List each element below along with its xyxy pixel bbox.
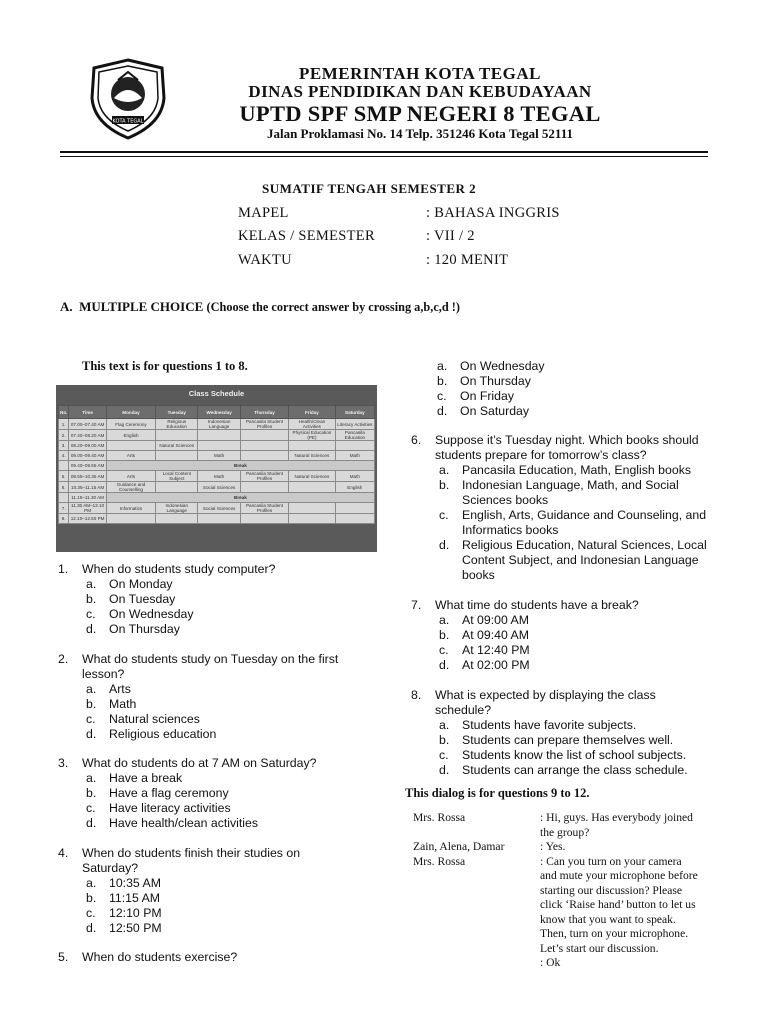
- option-text: Students have favorite subjects.: [462, 718, 637, 732]
- schedule-cell: 2.: [59, 430, 69, 441]
- header-line2: DINAS PENDIDIKAN DAN KEBUDAYAAN: [248, 82, 592, 101]
- dialog-line: know that you want to speak.: [540, 912, 676, 926]
- schedule-cell: Religious Education: [156, 419, 198, 430]
- schedule-cell: [240, 430, 288, 441]
- question-number: 8.: [411, 688, 422, 702]
- dialog-line: : Yes.: [540, 840, 566, 853]
- schedule-cell: 6.: [59, 482, 69, 493]
- option-letter[interactable]: d.: [439, 763, 450, 777]
- schedule-cell: Indonesian Language: [156, 503, 198, 514]
- schedule-break-cell: Break: [106, 493, 374, 503]
- schedule-cell: 3.: [59, 441, 69, 451]
- option-text: 12:50 PM: [109, 921, 162, 935]
- option-letter[interactable]: c.: [439, 643, 449, 657]
- option-text: Math: [109, 697, 137, 711]
- schedule-table: [58, 405, 375, 524]
- schedule-header-cell: Tuesday: [156, 406, 198, 419]
- question-text: What do students do at 7 AM on Saturday?: [82, 756, 317, 770]
- option-letter[interactable]: a.: [86, 577, 97, 591]
- option-text: English, Arts, Guidance and Counseling, and: [462, 508, 707, 522]
- header-rule-thick: [60, 151, 708, 153]
- option-text: At 09:00 AM: [462, 613, 529, 627]
- option-letter[interactable]: d.: [439, 658, 450, 672]
- option-text: Informatics books: [462, 523, 559, 537]
- class-schedule-image: [56, 385, 377, 552]
- schedule-cell: [289, 482, 336, 493]
- question-text: Suppose it’s Tuesday night. Which books should: [435, 433, 699, 447]
- dialog-line: : Hi, guys. Has everybody joined: [540, 811, 693, 824]
- option-letter[interactable]: a.: [437, 359, 448, 373]
- option-letter[interactable]: c.: [86, 607, 96, 621]
- option-letter[interactable]: d.: [439, 538, 450, 552]
- option-letter[interactable]: a.: [439, 463, 450, 477]
- question-number: 4.: [58, 846, 69, 860]
- section-letter: A.: [60, 299, 73, 314]
- schedule-cell: [198, 441, 240, 451]
- schedule-cell: Social Sciences: [198, 482, 240, 493]
- option-letter[interactable]: c.: [439, 748, 449, 762]
- option-letter[interactable]: d.: [86, 816, 97, 830]
- dialog-speaker: Zain, Alena, Damar: [413, 840, 505, 853]
- mapel-label: MAPEL: [238, 205, 289, 221]
- question-number: 7.: [411, 598, 422, 612]
- option-text: On Thursday: [109, 622, 180, 636]
- schedule-cell: [289, 514, 336, 524]
- schedule-header-cell: Friday: [289, 406, 336, 419]
- kelas-label: KELAS / SEMESTER: [238, 228, 375, 244]
- option-text: On Tuesday: [109, 592, 176, 606]
- schedule-cell: Natural Sciences: [289, 471, 336, 482]
- schedule-cell: [156, 482, 198, 493]
- question-text: When do students study computer?: [82, 562, 276, 576]
- section-title: MULTIPLE CHOICE: [79, 299, 204, 314]
- schedule-cell: English: [335, 482, 374, 493]
- option-letter[interactable]: b.: [439, 628, 450, 642]
- schedule-cell: Social Sciences: [198, 503, 240, 514]
- school-logo: [88, 58, 168, 140]
- option-letter[interactable]: b.: [86, 697, 97, 711]
- option-text: At 02:00 PM: [462, 658, 530, 672]
- dialog-speaker: Mrs. Rossa: [413, 854, 466, 868]
- question-text: lesson?: [82, 667, 125, 681]
- option-text: On Friday: [460, 389, 514, 403]
- option-letter[interactable]: d.: [86, 622, 97, 636]
- mapel-value: : BAHASA INGGRIS: [426, 205, 560, 221]
- option-letter[interactable]: c.: [86, 712, 96, 726]
- option-text: Pancasila Education, Math, English books: [462, 463, 691, 477]
- option-text: Have a flag ceremony: [109, 786, 229, 800]
- option-text: Sciences books: [462, 493, 549, 507]
- option-text: Students know the list of school subjects.: [462, 748, 687, 762]
- option-text: Students can prepare themselves well.: [462, 733, 674, 747]
- dialog-line: : Can you turn on your camera: [540, 854, 682, 868]
- option-letter[interactable]: c.: [86, 801, 96, 815]
- schedule-row: [59, 503, 375, 514]
- dialog-line: click ‘Raise hand’ button to let us: [540, 898, 696, 911]
- option-text: Have health/clean activities: [109, 816, 259, 830]
- option-letter[interactable]: b.: [86, 891, 97, 905]
- option-letter[interactable]: b.: [86, 786, 97, 800]
- option-letter[interactable]: d.: [86, 727, 97, 741]
- exam-title: SUMATIF TENGAH SEMESTER 2: [262, 181, 477, 196]
- schedule-cell: 09.55–10.35 AM: [69, 471, 106, 482]
- schedule-cell: Math: [198, 471, 240, 482]
- schedule-cell: [240, 441, 288, 451]
- option-text: At 09:40 AM: [462, 628, 529, 642]
- option-letter[interactable]: c.: [437, 389, 447, 403]
- schedule-cell: Arts: [106, 471, 155, 482]
- waktu-value: : 120 MENIT: [426, 252, 509, 268]
- option-text: books: [462, 568, 495, 582]
- option-text: On Saturday: [460, 404, 530, 418]
- question-text: What time do students have a break?: [435, 598, 639, 612]
- option-text: Religious Education, Natural Sciences, Local: [462, 538, 707, 552]
- schedule-cell: Physical Education (PE): [289, 430, 336, 441]
- question-number: 6.: [411, 433, 422, 447]
- option-letter[interactable]: b.: [439, 733, 450, 747]
- schedule-cell: [156, 451, 198, 461]
- question-number: 1.: [58, 562, 69, 576]
- dialog-line: the group?: [540, 825, 590, 839]
- schedule-row: [59, 482, 375, 493]
- option-text: 11:15 AM: [109, 891, 161, 905]
- schedule-cell: [240, 482, 288, 493]
- schedule-cell: [156, 514, 198, 524]
- schedule-cell: 4.: [59, 451, 69, 461]
- option-letter[interactable]: a.: [439, 718, 450, 732]
- option-text: 12:10 PM: [109, 906, 162, 920]
- option-letter[interactable]: b.: [86, 592, 97, 606]
- schedule-row: [59, 430, 375, 441]
- header-address: Jalan Proklamasi No. 14 Telp. 351246 Kota Tegal 52111: [266, 126, 574, 141]
- option-letter[interactable]: d.: [86, 921, 97, 935]
- option-text: Have a break: [109, 771, 183, 785]
- option-text: Content Subject, and Indonesian Language: [462, 553, 699, 567]
- schedule-cell: Pancasila Student Profiles: [240, 419, 288, 430]
- option-letter[interactable]: c.: [439, 508, 449, 522]
- schedule-cell: Literacy Activities: [335, 419, 374, 430]
- schedule-header-cell: Monday: [106, 406, 155, 419]
- question-number: 2.: [58, 652, 69, 666]
- kelas-value: : VII / 2: [426, 228, 475, 244]
- dialog-line: : Ok: [540, 956, 561, 969]
- schedule-cell: [106, 514, 155, 524]
- dialog-line: Let’s start our discussion.: [540, 941, 659, 955]
- schedule-cell: Pancasila Student Profiles: [240, 471, 288, 482]
- question-text: When do students exercise?: [82, 950, 238, 964]
- option-text: On Thursday: [460, 374, 531, 388]
- schedule-cell: Math: [335, 471, 374, 482]
- schedule-cell: 5.: [59, 471, 69, 482]
- schedule-cell: 12.10–12.50 PM: [69, 514, 106, 524]
- schedule-cell: 7.: [59, 503, 69, 514]
- dialog-line: Then, turn on your microphone.: [540, 927, 689, 940]
- option-letter[interactable]: a.: [86, 682, 97, 696]
- option-text: Religious education: [109, 727, 217, 741]
- schedule-row: [59, 451, 375, 461]
- dialog-line: and mute your microphone before: [540, 869, 698, 882]
- schedule-cell: Pancasila Education: [335, 430, 374, 441]
- option-text: Natural sciences: [109, 712, 200, 726]
- text-intro-1: This text is for questions 1 to 8.: [82, 359, 248, 373]
- schedule-cell: [198, 430, 240, 441]
- option-text: 10:35 AM: [109, 876, 161, 890]
- section-heading: [60, 299, 460, 315]
- schedule-break-cell: Break: [106, 461, 374, 471]
- text-intro-2: This dialog is for questions 9 to 12.: [405, 786, 590, 800]
- schedule-row: [59, 471, 375, 482]
- option-text: On Monday: [109, 577, 173, 591]
- option-text: Students can arrange the class schedule.: [462, 763, 688, 777]
- schedule-cell: Flag Ceremony: [106, 419, 155, 430]
- schedule-cell: English: [106, 430, 155, 441]
- option-letter[interactable]: a.: [439, 613, 450, 627]
- question-text: schedule?: [435, 703, 492, 717]
- schedule-cell: 08.20–09.00 AM: [69, 441, 106, 451]
- schedule-cell: Natural Sciences: [156, 441, 198, 451]
- schedule-cell: [240, 514, 288, 524]
- option-letter[interactable]: b.: [437, 374, 448, 388]
- schedule-cell: [335, 503, 374, 514]
- header-line1: PEMERINTAH KOTA TEGAL: [299, 64, 541, 83]
- question-text: students prepare for tomorrow’s class?: [435, 448, 647, 462]
- schedule-cell: Local Content Subject: [156, 471, 198, 482]
- schedule-cell: [289, 503, 336, 514]
- schedule-row: [59, 441, 375, 451]
- schedule-cell: Health/Clean Activities: [289, 419, 336, 430]
- dialog-speaker: Mrs. Rossa: [413, 811, 466, 824]
- header-line3: UPTD SPF SMP NEGERI 8 TEGAL: [239, 101, 601, 126]
- schedule-header-cell: Wednesday: [198, 406, 240, 419]
- schedule-caption: Class Schedule: [188, 389, 245, 398]
- schedule-cell: [156, 430, 198, 441]
- schedule-row: [59, 419, 375, 430]
- option-text: On Wednesday: [109, 607, 194, 621]
- question-text: What do students study on Tuesday on the first: [82, 652, 339, 666]
- option-letter[interactable]: d.: [437, 404, 448, 418]
- schedule-cell: 11.15–11.30 AM: [69, 493, 106, 503]
- schedule-cell: [335, 514, 374, 524]
- option-letter[interactable]: a.: [86, 771, 97, 785]
- schedule-cell: [289, 441, 336, 451]
- schedule-cell: Math: [335, 451, 374, 461]
- schedule-cell: Natural Sciences: [289, 451, 336, 461]
- schedule-cell: 07.00–07.40 AM: [69, 419, 106, 430]
- schedule-cell: Math: [198, 451, 240, 461]
- schedule-cell: 09.40–09.55 AM: [69, 461, 106, 471]
- schedule-row: [59, 514, 375, 524]
- question-number: 5.: [58, 950, 69, 964]
- schedule-cell: 09.00–09.40 AM: [69, 451, 106, 461]
- option-letter[interactable]: a.: [86, 876, 97, 890]
- schedule-cell: Pancasila Student Profiles: [240, 503, 288, 514]
- logo-text: KOTA TEGAL: [112, 118, 144, 125]
- option-text: At 12:40 PM: [462, 643, 530, 657]
- schedule-cell: Indonesian Language: [198, 419, 240, 430]
- question-text: When do students finish their studies on: [82, 846, 301, 860]
- header-rule-thin: [60, 156, 708, 157]
- question-number: 3.: [58, 756, 69, 770]
- schedule-cell: [335, 441, 374, 451]
- schedule-cell: 8.: [59, 514, 69, 524]
- schedule-cell: [240, 451, 288, 461]
- option-text: Indonesian Language, Math, and Social: [462, 478, 679, 492]
- dialog-line: starting our discussion? Please: [540, 883, 683, 897]
- schedule-cell: [198, 514, 240, 524]
- schedule-cell: [59, 493, 69, 503]
- schedule-cell: 11.30 AM–12.10 PM: [69, 503, 106, 514]
- schedule-row: [59, 461, 375, 471]
- option-text: On Wednesday: [460, 359, 545, 373]
- question-text: Saturday?: [82, 861, 139, 875]
- schedule-header-cell: No.: [59, 406, 69, 419]
- schedule-cell: 07.40–08.20 AM: [69, 430, 106, 441]
- question-text: What is expected by displaying the class: [435, 688, 656, 702]
- schedule-cell: Arts: [106, 451, 155, 461]
- schedule-cell: 1.: [59, 419, 69, 430]
- schedule-cell: 10.35–11.15 AM: [69, 482, 106, 493]
- section-instruction: (Choose the correct answer by crossing a,b,c,d !): [206, 300, 460, 314]
- schedule-header-cell: Saturday: [335, 406, 374, 419]
- option-letter[interactable]: c.: [86, 906, 96, 920]
- schedule-row: [59, 493, 375, 503]
- schedule-cell: Informatics: [106, 503, 155, 514]
- schedule-header-cell: Time: [69, 406, 106, 419]
- schedule-cell: [106, 441, 155, 451]
- option-text: Arts: [109, 682, 131, 696]
- option-text: Have literacy activities: [109, 801, 231, 815]
- option-letter[interactable]: b.: [439, 478, 450, 492]
- schedule-cell: [59, 461, 69, 471]
- schedule-cell: Guidance and Counselling: [106, 482, 155, 493]
- waktu-label: WAKTU: [238, 252, 292, 268]
- schedule-header-cell: Thursday: [240, 406, 288, 419]
